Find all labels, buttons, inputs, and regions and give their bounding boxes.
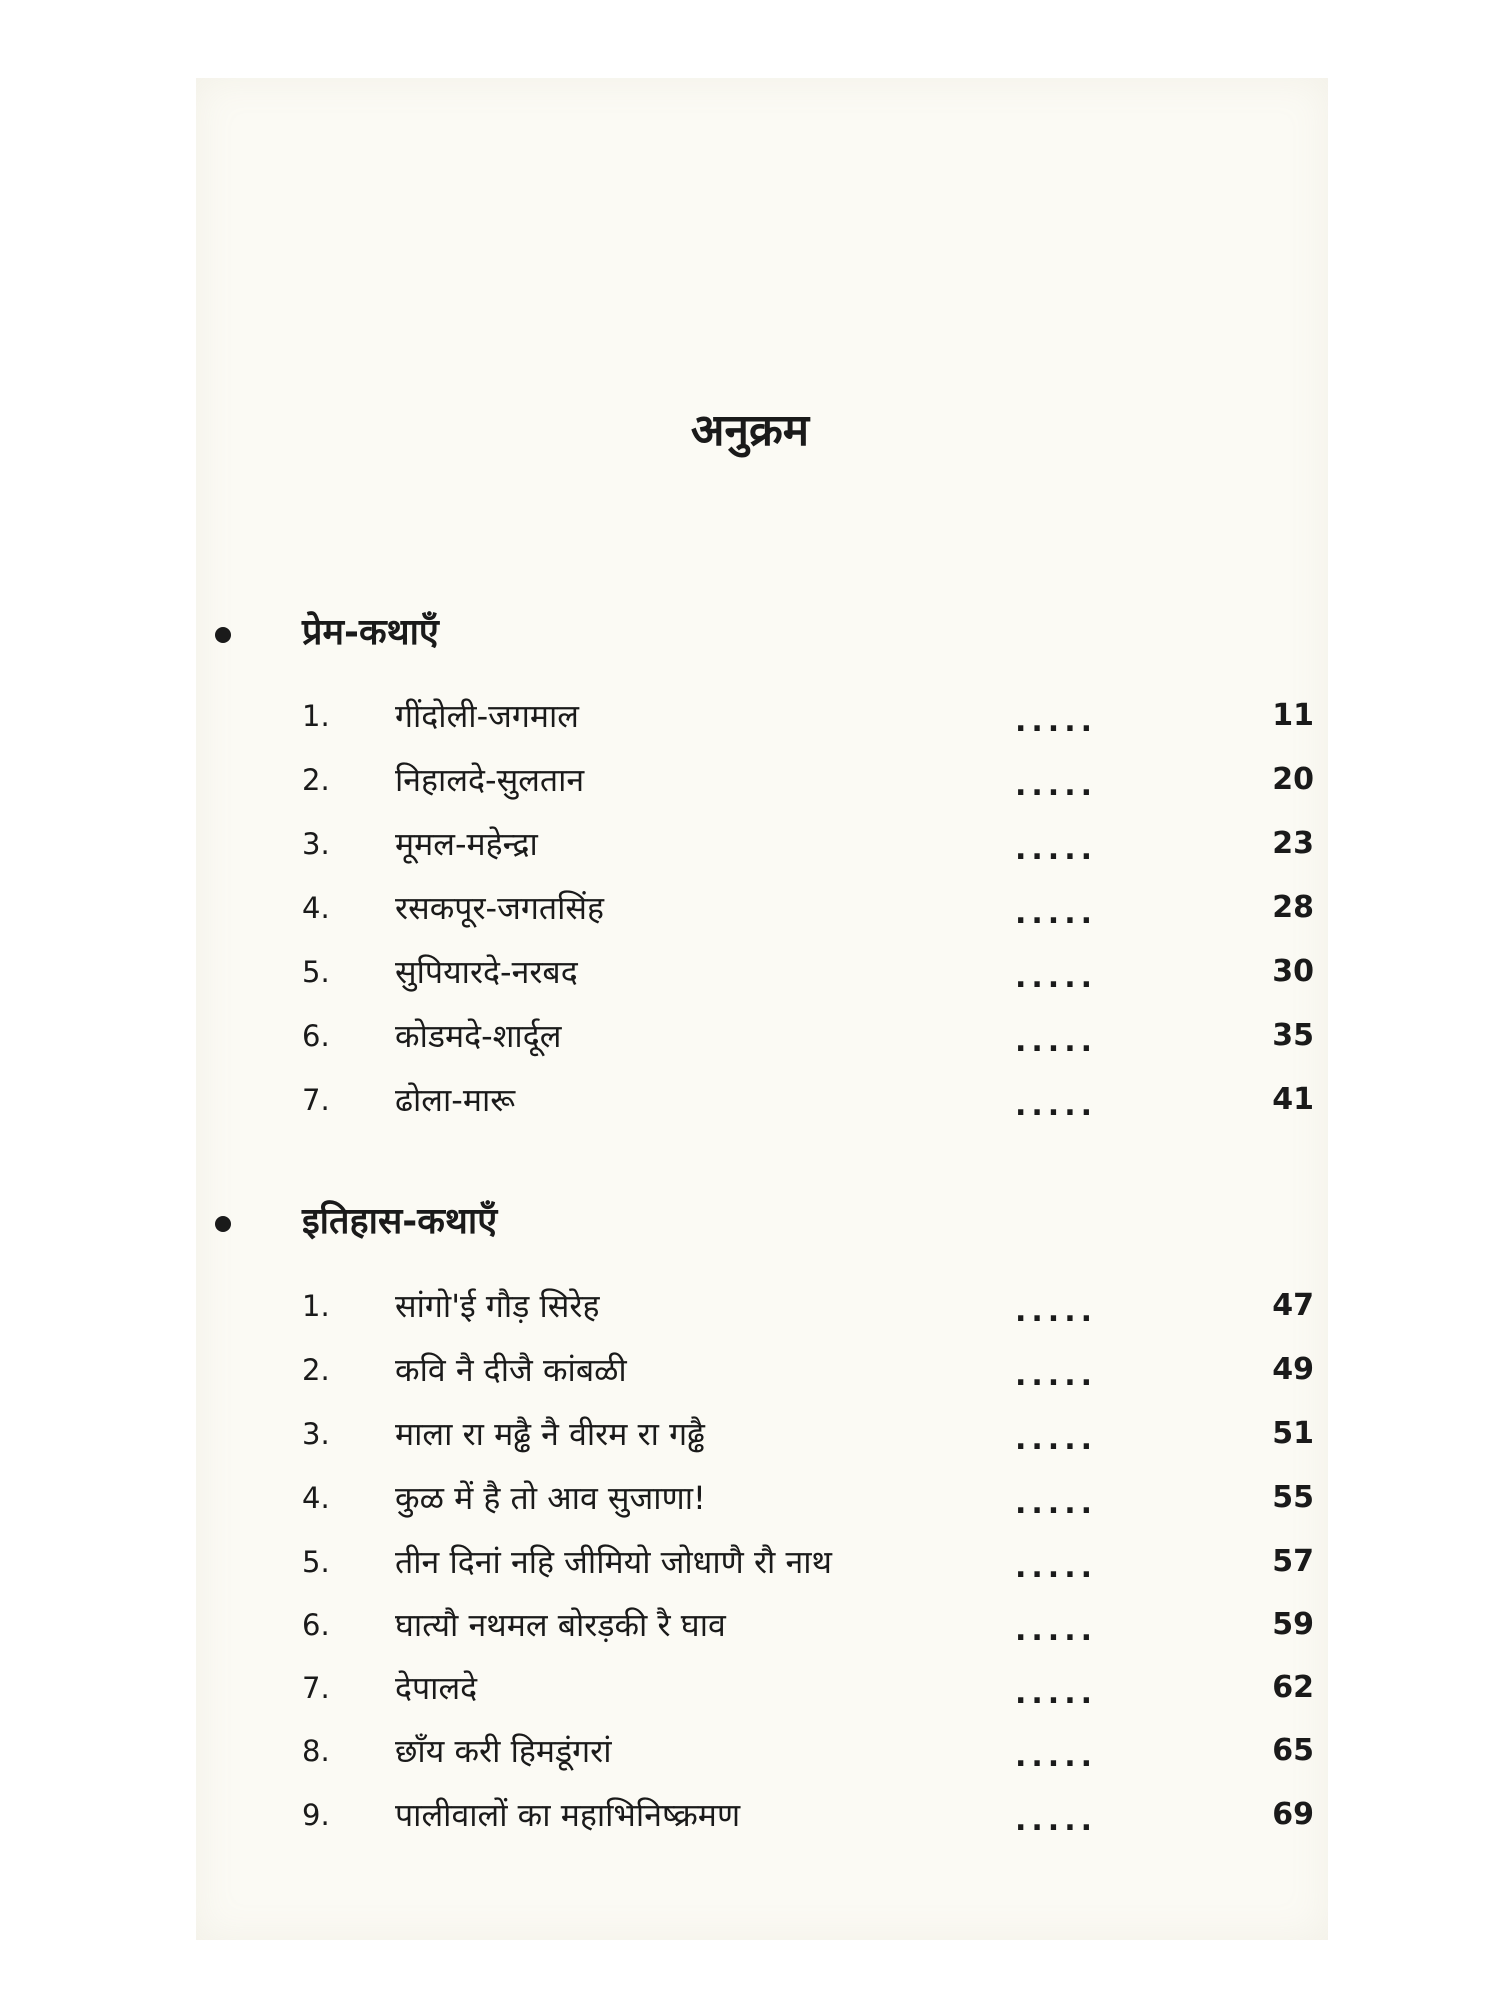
toc-entry[interactable] [0, 1008, 1500, 1064]
entry-leader-dots: ..... [1015, 1358, 1097, 1393]
entry-leader-dots: ..... [1015, 704, 1097, 739]
entry-number: 7. [302, 1083, 330, 1117]
toc-entry[interactable] [0, 1470, 1500, 1526]
entry-title: निहालदे-सुलतान [395, 761, 585, 799]
entry-number: 3. [302, 1417, 330, 1451]
entry-leader-dots: ..... [1015, 1613, 1097, 1648]
entry-number: 4. [302, 1481, 330, 1515]
entry-number: 4. [302, 891, 330, 925]
toc-entry[interactable] [0, 1342, 1500, 1398]
section-heading-itihas-kathayen [0, 1192, 1500, 1252]
entry-page-number: 28 [1272, 890, 1314, 925]
entry-page-number: 35 [1272, 1018, 1314, 1053]
entry-title: तीन दिनां नहि जीमियो जोधाणै रौ नाथ [395, 1543, 832, 1581]
entry-title: छाँय करी हिमडूंगरां [395, 1732, 612, 1770]
toc-entry[interactable] [0, 880, 1500, 936]
toc-entry[interactable] [0, 1660, 1500, 1716]
entry-leader-dots: ..... [1015, 1739, 1097, 1774]
section-title: इतिहास-कथाएँ [302, 1201, 498, 1242]
entry-page-number: 47 [1272, 1288, 1314, 1323]
entry-title: कवि नै दीजै कांबळी [395, 1351, 627, 1389]
entry-title: पालीवालों का महाभिनिष्क्रमण [395, 1796, 741, 1834]
section-heading-prem-kathayen [0, 603, 1500, 663]
toc-entry[interactable] [0, 1787, 1500, 1843]
entry-leader-dots: ..... [1015, 1024, 1097, 1059]
entry-number: 1. [302, 1289, 330, 1323]
toc-entry[interactable] [0, 944, 1500, 1000]
entry-number: 8. [302, 1734, 330, 1768]
toc-entry[interactable] [0, 816, 1500, 872]
entry-title: सुपियारदे-नरबद [395, 953, 578, 991]
entry-page-number: 62 [1272, 1670, 1314, 1705]
entry-number: 2. [302, 763, 330, 797]
entry-leader-dots: ..... [1015, 960, 1097, 995]
entry-leader-dots: ..... [1015, 1486, 1097, 1521]
entry-page-number: 65 [1272, 1733, 1314, 1768]
toc-entry[interactable] [0, 752, 1500, 808]
entry-number: 9. [302, 1798, 330, 1832]
entry-title: रसकपूर-जगतसिंह [395, 889, 605, 927]
entry-page-number: 23 [1272, 826, 1314, 861]
entry-title: ढोला-मारू [395, 1081, 516, 1119]
toc-entry[interactable] [0, 1278, 1500, 1334]
entry-title: मूमल-महेन्द्रा [395, 825, 538, 863]
bullet-icon [215, 1216, 231, 1232]
entry-leader-dots: ..... [1015, 896, 1097, 931]
entry-number: 7. [302, 1671, 330, 1705]
entry-page-number: 57 [1272, 1544, 1314, 1579]
entry-title: माला रा मढ्ढै नै वीरम रा गढ्ढै [395, 1415, 705, 1453]
page-title: अनुक्रम [690, 405, 810, 456]
entry-page-number: 55 [1272, 1480, 1314, 1515]
entry-leader-dots: ..... [1015, 832, 1097, 867]
entry-leader-dots: ..... [1015, 1422, 1097, 1457]
entry-number: 2. [302, 1353, 330, 1387]
bullet-icon [215, 627, 231, 643]
entry-title: सांगो'ई गौड़ सिरेह [395, 1287, 600, 1325]
entry-number: 5. [302, 1545, 330, 1579]
entry-number: 1. [302, 699, 330, 733]
entry-title: देपालदे [395, 1669, 478, 1707]
entry-leader-dots: ..... [1015, 1088, 1097, 1123]
entry-number: 5. [302, 955, 330, 989]
section-title: प्रेम-कथाएँ [302, 612, 439, 653]
entry-leader-dots: ..... [1015, 1550, 1097, 1585]
toc-entry[interactable] [0, 1534, 1500, 1590]
entry-page-number: 59 [1272, 1607, 1314, 1642]
toc-entry[interactable] [0, 1597, 1500, 1653]
toc-entry[interactable] [0, 1723, 1500, 1779]
entry-number: 3. [302, 827, 330, 861]
entry-page-number: 20 [1272, 762, 1314, 797]
entry-page-number: 49 [1272, 1352, 1314, 1387]
entry-title: घात्यौ नथमल बोरड़की रै घाव [395, 1606, 726, 1644]
entry-leader-dots: ..... [1015, 1294, 1097, 1329]
entry-page-number: 41 [1272, 1082, 1314, 1117]
entry-page-number: 69 [1272, 1797, 1314, 1832]
entry-title: कुळ में है तो आव सुजाणा! [395, 1479, 706, 1517]
toc-entry[interactable] [0, 1072, 1500, 1128]
entry-page-number: 30 [1272, 954, 1314, 989]
toc-entry[interactable] [0, 688, 1500, 744]
toc-entry[interactable] [0, 1406, 1500, 1462]
entry-leader-dots: ..... [1015, 1676, 1097, 1711]
entry-page-number: 51 [1272, 1416, 1314, 1451]
entry-leader-dots: ..... [1015, 768, 1097, 803]
entry-title: गींदोली-जगमाल [395, 697, 579, 735]
entry-number: 6. [302, 1019, 330, 1053]
entry-page-number: 11 [1272, 698, 1314, 733]
entry-title: कोडमदे-शार्दूल [395, 1017, 562, 1055]
entry-number: 6. [302, 1608, 330, 1642]
entry-leader-dots: ..... [1015, 1803, 1097, 1838]
